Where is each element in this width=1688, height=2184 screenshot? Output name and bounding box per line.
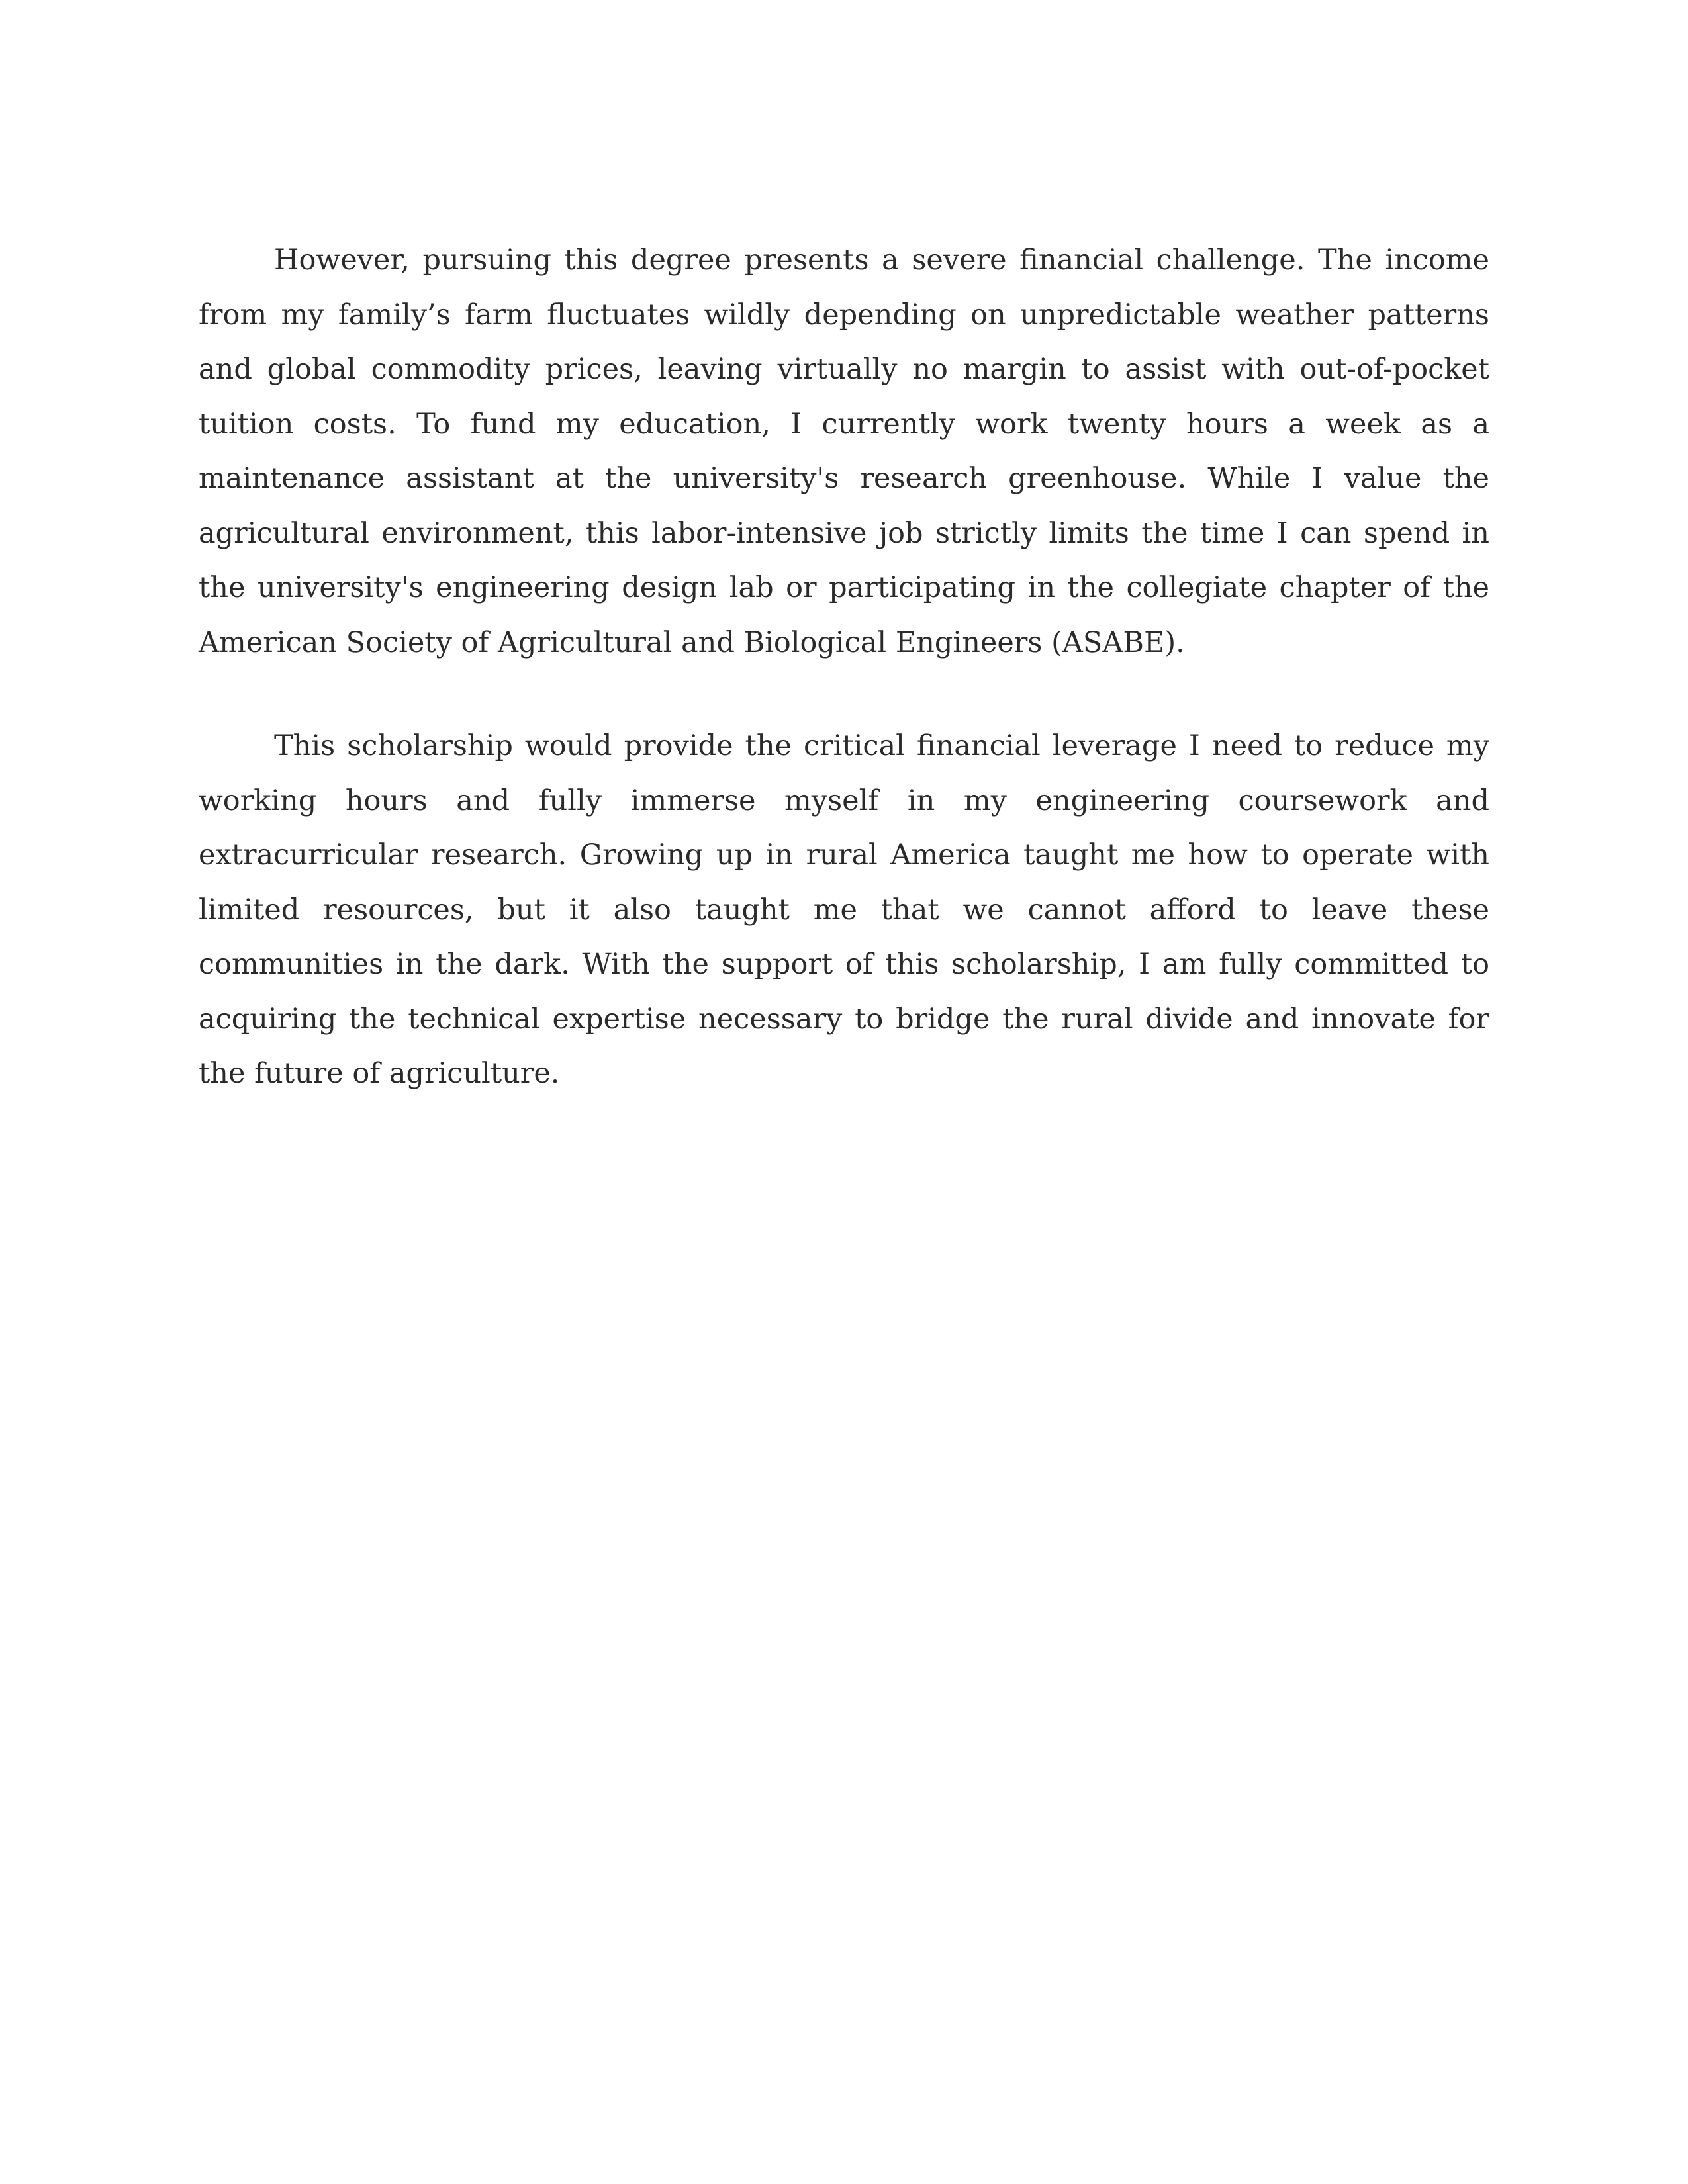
essay-body (199, 233, 1489, 1150)
paragraph-scholarship-impact: This scholarship would provide the critical financial leverage I need to reduce my working hours and fully immerse myself in my engineering coursework and extracurricular research. Growing up in rural America taught me how to operate with limited resources, but it also taught me that we cannot afford to leave these communities in the dark. With the support of this scholarship, I am fully committed to acquiring the technical expertise necessary to bridge the rural divide and innovate for the future of agriculture. (199, 729, 1489, 1090)
paragraph-financial-challenge: However, pursuing this degree presents a severe financial challenge. The income from my family’s farm fluctuates wildly depending on unpredictable weather patterns and global commodity prices, leaving virtually no margin to assist with out-of-pocket tuition costs. To fund my education, I currently work twenty hours a week as a maintenance assistant at the university's research greenhouse. While I value the agricultural environment, this labor-intensive job strictly limits the time I can spend in the university's engineering design lab or participating in the collegiate chapter of the American Society of Agricultural and Biological Engineers (ASABE). (199, 244, 1489, 659)
